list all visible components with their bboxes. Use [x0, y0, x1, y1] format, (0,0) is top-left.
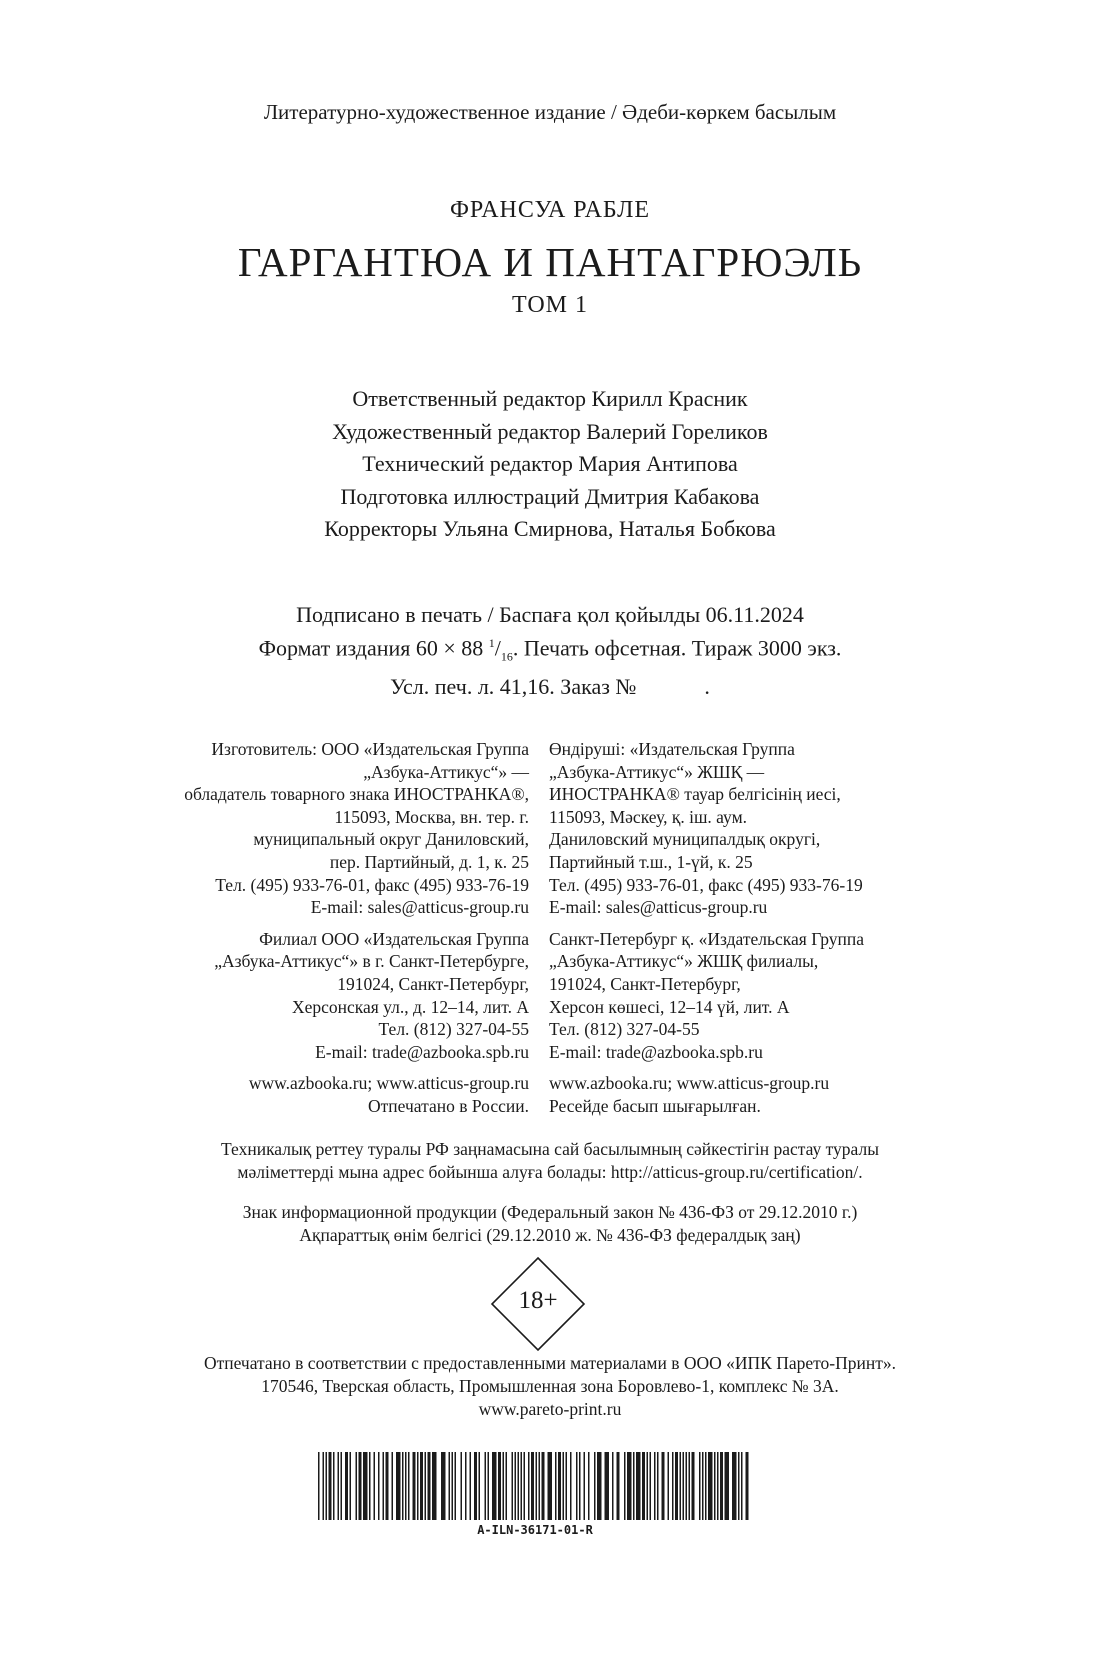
barcode-bar	[363, 1452, 368, 1520]
barcode-bar	[579, 1452, 581, 1520]
branch-line: „Азбука-Аттикус“» ЖШҚ филиалы,	[549, 951, 819, 972]
format-line: Формат издания 60 × 88 $^1/_{16}$. Печать офсетная. Тираж 3000 экз.	[258, 635, 842, 664]
barcode-bar	[555, 1452, 557, 1520]
manufacturer-line: Өндіруші: «Издательская Группа	[549, 739, 795, 759]
manufacturer-line: муниципальный округ Даниловский,	[253, 829, 529, 850]
barcode-bar	[425, 1452, 427, 1520]
manufacturer-line: ИНОСТРАНКА® тауар белгісінің иесі,	[549, 784, 841, 805]
divider	[184, 919, 529, 928]
barcode-bar	[636, 1452, 641, 1520]
age-rating-text: 18+	[518, 1287, 558, 1314]
barcode-bar	[492, 1452, 497, 1520]
barcode-bar	[432, 1452, 437, 1520]
credits-block	[0, 383, 1100, 546]
branch-line: 191024, Санкт-Петербург,	[549, 973, 741, 994]
barcode-bar	[542, 1452, 545, 1520]
barcode-bar	[650, 1452, 652, 1520]
printer-line: Отпечатано в соответствии с предоставленными материалами в ООО «ИПК Парето-Принт».	[203, 1353, 897, 1373]
certification-line: Техникалық реттеу туралы РФ заңнамасына сай басылымның сәйкестігін растау туралы	[221, 1139, 879, 1159]
manufacturer-line: 115093, Москва, вн. тер. г.	[334, 806, 529, 827]
sheets-order: Усл. печ. л. 41,16. Заказ №	[390, 673, 637, 699]
barcode-bar	[531, 1452, 534, 1520]
manufacturer-line: Партийный т.ш., 1-үй, к. 25	[549, 851, 753, 872]
barcode-bar	[705, 1452, 707, 1520]
branch-line: E-mail: trade@azbooka.spb.ru	[549, 1041, 763, 1062]
web-line: Ресейде басып шығарылған.	[549, 1095, 761, 1116]
branch-line: 191024, Санкт-Петербург,	[337, 973, 529, 994]
barcode-bar	[503, 1452, 505, 1520]
barcode-bar	[408, 1452, 410, 1520]
barcode-bar	[452, 1452, 454, 1520]
credit-line: Подготовка иллюстраций Дмитрия Кабакова	[340, 483, 760, 509]
barcode-bar	[485, 1452, 487, 1520]
manufacturer-line: Тел. (495) 933-76-01, факс (495) 933-76-19	[549, 874, 863, 895]
branch-line: Тел. (812) 327-04-55	[378, 1019, 529, 1040]
barcode-bar	[642, 1452, 645, 1520]
web-line: www.azbooka.ru; www.atticus-group.ru	[549, 1073, 830, 1094]
barcode-bar	[413, 1452, 416, 1520]
barcode-bar	[548, 1452, 553, 1520]
branch-line: „Азбука-Аттикус“» в г. Санкт-Петербурге,	[214, 951, 529, 972]
barcode-bar	[692, 1452, 695, 1520]
branch-line: Тел. (812) 327-04-55	[549, 1019, 700, 1040]
branch-line: Херсонская ул., д. 12–14, лит. А	[291, 996, 529, 1017]
barcode-bar	[329, 1452, 332, 1520]
credit-line: Технический редактор Мария Антипова	[362, 451, 738, 476]
barcode-bar	[506, 1452, 508, 1520]
format-suffix: . Печать офсетная. Тираж 3000 экз.	[512, 635, 842, 661]
barcode-icon	[318, 1452, 752, 1520]
barcode-bar	[359, 1452, 362, 1520]
manufacturer-line: Даниловский муниципалдық округі,	[549, 829, 821, 850]
manufacturer-line: пер. Партийный, д. 1, к. 25	[329, 851, 529, 872]
print-info-block	[0, 600, 1100, 701]
manufacturer-line: E-mail: sales@atticus-group.ru	[310, 897, 529, 918]
barcode-bar	[558, 1452, 561, 1520]
barcode-bar	[374, 1452, 376, 1520]
branch-line: Санкт-Петербург қ. «Издательская Группа	[549, 928, 864, 949]
barcode-bar	[680, 1452, 682, 1520]
printer-line: 170546, Тверская область, Промышленная зона Боровлево-1, комплекс № 3А.	[261, 1376, 839, 1396]
branch-line: Херсон көшесі, 12–14 үй, лит. А	[549, 996, 790, 1017]
barcode-bar	[576, 1452, 578, 1520]
barcode-bar	[402, 1452, 404, 1520]
barcode-bar	[498, 1452, 501, 1520]
certification-line: мәліметтерді мына адрес бойынша алуға болады: http://atticus-group.ru/certification/.	[237, 1162, 863, 1182]
book-title: ГАРГАНТЮА И ПАНТАГРЮЭЛЬ	[237, 239, 863, 285]
barcode-bar	[588, 1452, 590, 1520]
barcode-bar	[350, 1452, 352, 1520]
barcode-bar	[662, 1452, 665, 1520]
barcode-bar	[720, 1452, 723, 1520]
credit-line: Ответственный редактор Кирилл Красник	[352, 386, 748, 411]
barcode-bar	[668, 1452, 670, 1520]
barcode-bar	[725, 1452, 730, 1520]
barcode-bar	[392, 1452, 394, 1520]
barcode-bar	[702, 1452, 704, 1520]
barcode-bar	[566, 1452, 568, 1520]
format-numerator: 1	[488, 636, 495, 650]
law-line: Ақпараттық өнім белгісі (29.12.2010 ж. № 436-ФЗ федералдық заң)	[299, 1225, 801, 1245]
certification-note	[0, 1138, 1100, 1184]
barcode-bar	[539, 1452, 541, 1520]
credit-line: Корректоры Ульяна Смирнова, Наталья Бобкова	[324, 516, 776, 541]
barcode-bar	[318, 1452, 320, 1520]
barcode-bar	[470, 1452, 472, 1520]
barcode-bar	[717, 1452, 719, 1520]
divider	[549, 1063, 864, 1072]
barcode-bar	[633, 1452, 635, 1520]
barcode-bar	[474, 1452, 477, 1520]
barcode-bar	[378, 1452, 380, 1520]
barcode-bar	[338, 1452, 340, 1520]
barcode-bar	[612, 1452, 614, 1520]
barcode-bar	[518, 1452, 520, 1520]
manufacturer-line: „Азбука-Аттикус“» ЖШҚ —	[549, 761, 765, 782]
edition-type: Литературно-художественное издание / Әдеби-көркем басылым	[263, 100, 837, 124]
barcode-bar	[323, 1452, 325, 1520]
barcode-bar	[356, 1452, 358, 1520]
barcode-bar	[672, 1452, 674, 1520]
barcode-bar	[738, 1452, 740, 1520]
barcode-bar	[654, 1452, 656, 1520]
barcode-bar	[657, 1452, 659, 1520]
barcode-bar	[683, 1452, 685, 1520]
barcode-bar	[563, 1452, 565, 1520]
sheets-line	[0, 672, 1100, 701]
barcode-bar	[528, 1452, 530, 1520]
manufacturer-line: E-mail: sales@atticus-group.ru	[549, 897, 768, 918]
barcode-bar	[714, 1452, 716, 1520]
divider	[549, 919, 864, 928]
kazakh-column	[549, 738, 864, 1118]
barcode-bar	[449, 1452, 451, 1520]
web-line: www.azbooka.ru; www.atticus-group.ru	[248, 1073, 529, 1094]
format-denominator: 16	[500, 649, 513, 664]
manufacturer-line: 115093, Мәскеу, қ. іш. аум.	[549, 806, 748, 827]
format-prefix: Формат издания 60 × 88	[258, 635, 484, 661]
manufacturer-line: „Азбука-Аттикус“» —	[363, 761, 529, 782]
signed-date: Подписано в печать / Баспаға қол қойылды 06.11.2024	[296, 602, 804, 627]
barcode-bar	[479, 1452, 481, 1520]
barcode-bar	[326, 1452, 328, 1520]
barcode-bar	[699, 1452, 701, 1520]
barcode-bar	[536, 1452, 538, 1520]
age-rating-badge	[490, 1256, 586, 1352]
barcode-bar	[521, 1452, 523, 1520]
barcode-bar	[428, 1452, 431, 1520]
sheets-end: .	[704, 673, 710, 699]
barcode-bar	[686, 1452, 688, 1520]
manufacturer-line: Тел. (495) 933-76-01, факс (495) 933-76-19	[215, 874, 529, 895]
barcode-bar	[708, 1452, 713, 1520]
barcode-bar	[605, 1452, 610, 1520]
web-line: Отпечатано в России.	[368, 1095, 529, 1116]
volume-label: ТОМ 1	[511, 292, 588, 318]
barcode-bar	[512, 1452, 514, 1520]
printer-info	[0, 1352, 1100, 1421]
barcode-bar	[488, 1452, 490, 1520]
barcode-bar	[594, 1452, 596, 1520]
branch-line: Филиал ООО «Издательская Группа	[259, 928, 529, 949]
barcode-bar	[345, 1452, 348, 1520]
barcode-bar	[333, 1452, 335, 1520]
barcode-bar	[383, 1452, 385, 1520]
barcode-bar	[417, 1452, 419, 1520]
barcode-bar	[597, 1452, 602, 1520]
barcode-bar	[741, 1452, 743, 1520]
barcode-bar	[405, 1452, 407, 1520]
divider	[184, 1063, 529, 1072]
barcode-bar	[420, 1452, 423, 1520]
manufacturer-line: обладатель товарного знака ИНОСТРАНКА®,	[184, 784, 529, 805]
barcode-bar	[396, 1452, 401, 1520]
barcode-bar	[647, 1452, 649, 1520]
barcode-bar	[386, 1452, 389, 1520]
barcode-bar	[675, 1452, 678, 1520]
barcode-bar	[455, 1452, 457, 1520]
printer-line: www.pareto-print.ru	[478, 1399, 622, 1419]
barcode-bar	[441, 1452, 446, 1520]
barcode-bar	[746, 1452, 749, 1520]
manufacturer-line: Изготовитель: ООО «Издательская Группа	[211, 739, 529, 759]
barcode-bar	[627, 1452, 632, 1520]
barcode-bar	[617, 1452, 620, 1520]
barcode-bar	[570, 1452, 572, 1520]
branch-line: E-mail: trade@azbooka.spb.ru	[315, 1041, 529, 1062]
barcode-bar	[624, 1452, 626, 1520]
barcode-bar	[369, 1452, 371, 1520]
barcode-number: A-ILN-36171-01-R	[477, 1523, 593, 1537]
barcode-bar	[689, 1452, 691, 1520]
barcode-bar	[732, 1452, 737, 1520]
barcode-bar	[461, 1452, 463, 1520]
law-note	[0, 1201, 1100, 1247]
barcode-bar	[584, 1452, 586, 1520]
author-name: ФРАНСУА РАБЛЕ	[449, 197, 651, 223]
barcode-bar	[524, 1452, 526, 1520]
barcode-bar	[341, 1452, 343, 1520]
credit-line: Художественный редактор Валерий Гореликов	[332, 418, 768, 444]
russian-column	[184, 738, 529, 1118]
law-line: Знак информационной продукции (Федеральный закон № 436-ФЗ от 29.12.2010 г.)	[242, 1202, 858, 1222]
barcode-bar	[515, 1452, 517, 1520]
barcode-bar	[465, 1452, 467, 1520]
